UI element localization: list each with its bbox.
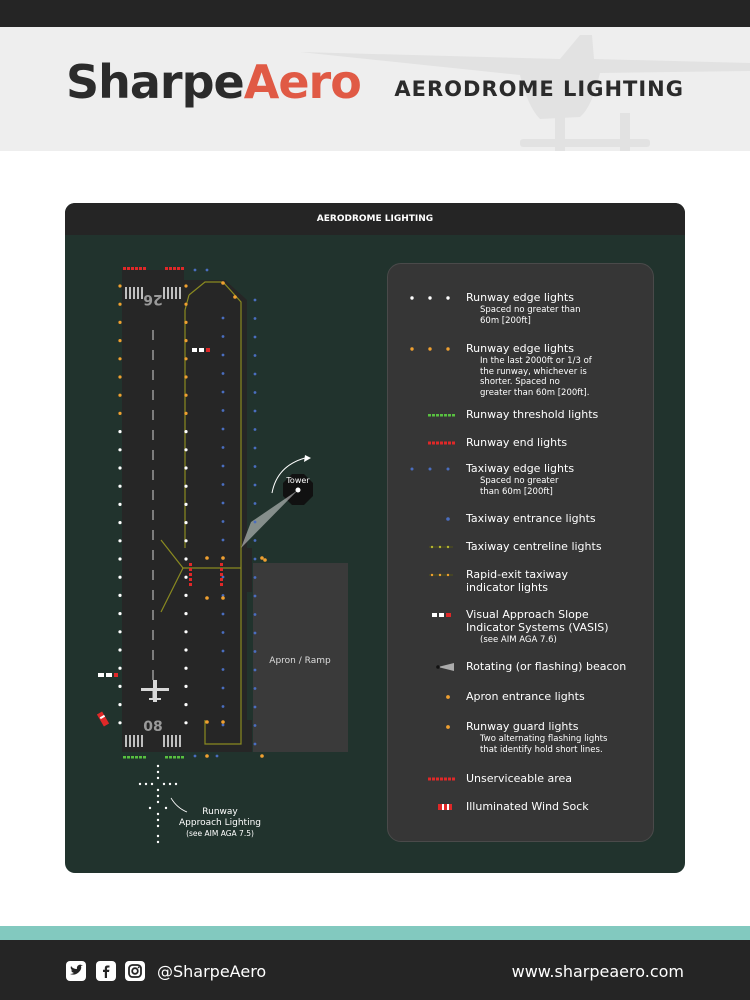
runway-threshold-light	[169, 756, 172, 759]
page-title: AERODROME LIGHTING	[394, 77, 684, 101]
unserviceable-area-icon	[402, 773, 456, 785]
taxiway-edge-light	[222, 391, 225, 394]
runway-edge-light	[184, 485, 187, 488]
runway-edge-light	[118, 466, 121, 469]
runway-edge-light	[184, 503, 187, 506]
vasis-icon	[402, 609, 456, 621]
runway-edge-light	[184, 448, 187, 451]
runway-edge-light	[184, 303, 187, 306]
approach-lighting	[139, 765, 177, 843]
runway-guard-light	[260, 754, 264, 758]
header	[0, 27, 750, 151]
aerodrome-map	[65, 235, 385, 873]
taxiway-entrance-lights-icon	[402, 513, 456, 525]
instagram-icon[interactable]	[125, 961, 145, 981]
runway-edge-light	[184, 466, 187, 469]
approach-label-2: Approach Lighting	[179, 818, 261, 828]
approach-label-3: (see AIM AGA 7.5)	[186, 829, 254, 838]
social-handle[interactable]: @SharpeAero	[157, 962, 267, 981]
runway-edge-light	[184, 521, 187, 524]
legend-label: Taxiway centreline lights	[466, 540, 602, 553]
runway-edge-light	[118, 430, 121, 433]
taxiway-edge-light	[222, 705, 225, 708]
runway-end-light	[127, 267, 130, 270]
unserviceable-light	[220, 568, 223, 571]
taxiway-edge-lights-icon	[402, 463, 456, 475]
runway-edge-light	[118, 321, 121, 324]
apron-label: Apron / Ramp	[269, 656, 331, 666]
unserviceable-light	[189, 583, 192, 586]
runway-edge-light	[184, 667, 187, 670]
taxiway-edge-light	[222, 576, 225, 579]
wind-sock-icon	[402, 801, 456, 813]
taxiway-edge-light	[222, 465, 225, 468]
taxiway-edge-light	[254, 336, 257, 339]
legend	[387, 263, 654, 842]
runway-edge-light	[118, 594, 121, 597]
runway-edge-light	[118, 412, 121, 415]
runway-end-light	[139, 267, 142, 270]
legend-description: In the last 2000ft or 1/3 of	[480, 356, 592, 366]
runway-guard-light	[205, 596, 209, 600]
facebook-icon[interactable]	[96, 961, 116, 981]
unserviceable-light	[189, 568, 192, 571]
taxiway-edge-light	[254, 317, 257, 320]
taxiway-edge-light	[194, 269, 197, 272]
legend-description: shorter. Spaced no	[480, 377, 560, 387]
runway-end-light	[143, 267, 146, 270]
legend-description: Spaced no greater than	[480, 305, 581, 315]
runway-guard-light	[221, 596, 225, 600]
runway-edge-light	[184, 357, 187, 360]
unserviceable-light	[189, 578, 192, 581]
footer-stripe	[0, 926, 750, 940]
taxiway-edge-light	[254, 465, 257, 468]
runway-edge-light	[184, 648, 187, 651]
legend-description: (see AIM AGA 7.6)	[480, 635, 557, 645]
rapid-exit-lights-icon	[402, 569, 456, 581]
legend-description: that identify hold short lines.	[480, 744, 603, 755]
taxiway-edge-light	[254, 354, 257, 357]
footer	[0, 940, 750, 1000]
taxiway-edge-light	[254, 632, 257, 635]
taxiway-edge-light	[254, 687, 257, 690]
runway-guard-light	[233, 295, 237, 299]
brand-name-part1: Sharpe	[66, 55, 244, 109]
runway-edge-light	[118, 521, 121, 524]
runway-edge-light	[184, 576, 187, 579]
runway-edge-light	[184, 539, 187, 542]
runway-edge-light	[118, 375, 121, 378]
runway-edge-light	[118, 612, 121, 615]
runway-end-light	[123, 267, 126, 270]
runway-edge-light	[184, 703, 187, 706]
runway-end-light	[177, 267, 180, 270]
legend-label: Rotating (or flashing) beacon	[466, 660, 627, 673]
runway-threshold-light	[177, 756, 180, 759]
unserviceable-light	[189, 573, 192, 576]
taxiway-edge-light	[254, 743, 257, 746]
taxiway-edge-light	[194, 755, 197, 758]
taxiway-edge-light	[222, 668, 225, 671]
taxiway-centreline-lights-icon	[402, 541, 456, 553]
runway-edge-light	[118, 685, 121, 688]
runway-edge-light	[184, 339, 187, 342]
taxiway-edge-light	[254, 650, 257, 653]
runway-guard-light	[263, 558, 267, 562]
taxiway-edge-light	[254, 539, 257, 542]
runway-threshold-lights-icon	[402, 409, 456, 421]
approach-label-1: Runway	[202, 807, 238, 817]
taxiway-edge-light	[254, 391, 257, 394]
legend-label: Indicator Systems (VASIS)	[466, 621, 609, 634]
runway-guard-light	[221, 720, 225, 724]
tower-label: Tower	[286, 476, 310, 485]
runway-edge-light	[184, 321, 187, 324]
taxiway-edge-light	[254, 669, 257, 672]
runway-number-26: 26	[143, 291, 163, 307]
runway-end-light	[165, 267, 168, 270]
legend-label: indicator lights	[466, 581, 549, 594]
brand-name-part2: Aero	[243, 55, 361, 109]
runway-threshold-light	[123, 756, 126, 759]
taxiway-edge-light	[222, 446, 225, 449]
runway-edge-light	[118, 667, 121, 670]
taxiway-edge-light	[254, 373, 257, 376]
legend-label: Unserviceable area	[466, 772, 572, 785]
taxiway-edge-light	[222, 372, 225, 375]
runway-edge-light	[118, 303, 121, 306]
runway-end-lights	[123, 267, 184, 270]
legend-label: Rapid-exit taxiway	[466, 568, 568, 581]
wind-sock-icon[interactable]	[97, 711, 109, 726]
runway-edge-light	[118, 394, 121, 397]
taxiway-edge-light	[222, 520, 225, 523]
runway-guard-light	[221, 556, 225, 560]
legend-label: Illuminated Wind Sock	[466, 800, 589, 813]
taxiway-edge-light	[222, 687, 225, 690]
taxiway-edge-light	[222, 409, 225, 412]
rotating-beacon-icon	[402, 661, 456, 673]
brand-logo[interactable]	[66, 55, 361, 109]
runway-edge-white-lights-icon	[402, 292, 456, 304]
taxiway-edge-light	[254, 502, 257, 505]
runway-guard-light	[205, 754, 209, 758]
legend-description: greater than 60m [200ft].	[480, 387, 590, 398]
runway-edge-light	[184, 412, 187, 415]
taxiway-edge-light	[222, 483, 225, 486]
taxiway-edge-light	[222, 502, 225, 505]
runway-threshold-light	[165, 756, 168, 759]
twitter-icon[interactable]	[66, 961, 86, 981]
legend-label: Taxiway entrance lights	[466, 512, 596, 525]
runway-threshold-light	[181, 756, 184, 759]
runway-threshold-light	[139, 756, 142, 759]
unserviceable-light	[220, 583, 223, 586]
runway-edge-light	[184, 284, 187, 287]
runway-edge-light	[118, 284, 121, 287]
runway-edge-light	[118, 576, 121, 579]
taxiway-edge-light	[254, 576, 257, 579]
runway-edge-light	[118, 557, 121, 560]
runway-guard-light	[221, 281, 225, 285]
taxiway-edge-light	[254, 521, 257, 524]
taxiway-edge-light	[254, 299, 257, 302]
taxiway-edge-light	[222, 650, 225, 653]
taxiway-edge-light	[222, 354, 225, 357]
runway-threshold-lights	[123, 756, 184, 759]
legend-label: Apron entrance lights	[466, 690, 585, 703]
taxiway-edge-light	[222, 631, 225, 634]
taxiway-edge-light	[222, 539, 225, 542]
unserviceable-light	[220, 563, 223, 566]
taxiway-edge-light	[254, 484, 257, 487]
taxiway-edge-light	[222, 317, 225, 320]
runway-threshold-light	[127, 756, 130, 759]
runway-guard-light	[205, 556, 209, 560]
taxiway-edge-light	[254, 595, 257, 598]
runway-edge-light	[184, 612, 187, 615]
runway-edge-light	[118, 448, 121, 451]
legend-label: Runway end lights	[466, 436, 568, 449]
top-bar	[0, 0, 750, 27]
legend-label: Runway edge lights	[466, 342, 574, 355]
legend-description: 60m [200ft]	[480, 315, 531, 326]
legend-label: Taxiway edge lights	[466, 462, 575, 475]
unserviceable-light	[220, 578, 223, 581]
runway-edge-amber-lights-icon	[402, 343, 456, 355]
legend-label: Runway guard lights	[466, 720, 579, 733]
legend-description: Spaced no greater	[480, 476, 559, 486]
runway-end-light	[131, 267, 134, 270]
runway-threshold-light	[173, 756, 176, 759]
runway-threshold-light	[131, 756, 134, 759]
diagram-panel	[65, 203, 685, 873]
taxiway-edge-light	[222, 613, 225, 616]
legend-label: Visual Approach Slope	[466, 608, 589, 621]
taxiway-edge-light	[254, 428, 257, 431]
runway-edge-light	[184, 721, 187, 724]
runway-edge-light	[118, 357, 121, 360]
apron-entrance-lights-icon	[402, 691, 456, 703]
runway-edge-light	[118, 721, 121, 724]
runway-edge-light	[118, 503, 121, 506]
runway-edge-light	[118, 539, 121, 542]
runway-threshold-light	[135, 756, 138, 759]
panel-title: AERODROME LIGHTING	[316, 214, 434, 224]
taxiway-edge-light	[222, 335, 225, 338]
legend-label: Runway edge lights	[466, 291, 574, 304]
runway-edge-light	[118, 339, 121, 342]
runway-edge-light	[184, 394, 187, 397]
taxiway-edge-light	[254, 706, 257, 709]
taxiway-edge-light	[222, 724, 225, 727]
runway-end-light	[173, 267, 176, 270]
runway-number-08: 08	[143, 719, 163, 735]
runway-edge-light	[184, 685, 187, 688]
runway-edge-light	[184, 430, 187, 433]
taxiway-edge-light	[206, 269, 209, 272]
runway-guard-light	[205, 720, 209, 724]
taxiway-edge-light	[254, 613, 257, 616]
runway-edge-light	[184, 630, 187, 633]
runway-edge-light	[118, 703, 121, 706]
website-link[interactable]: www.sharpeaero.com	[511, 962, 684, 981]
runway-edge-light	[184, 594, 187, 597]
taxiway-edge-light	[222, 428, 225, 431]
runway-edge-light	[118, 630, 121, 633]
runway-edge-light	[184, 375, 187, 378]
runway-end-light	[135, 267, 138, 270]
runway-edge-light	[184, 557, 187, 560]
runway-guard-lights-icon	[402, 721, 456, 733]
taxiway-edge-light	[254, 410, 257, 413]
runway-end-light	[169, 267, 172, 270]
unserviceable-light	[220, 573, 223, 576]
taxiway-edge-light	[254, 447, 257, 450]
taxiway-edge-light	[254, 724, 257, 727]
runway-threshold-light	[143, 756, 146, 759]
legend-description: Two alternating flashing lights	[480, 734, 608, 744]
legend-description: than 60m [200ft]	[480, 486, 553, 497]
runway-edge-light	[118, 648, 121, 651]
runway-end-lights-icon	[402, 437, 456, 449]
legend-description: the runway, whichever is	[480, 366, 587, 377]
taxiway-edge-light	[254, 558, 257, 561]
runway-edge-light	[118, 485, 121, 488]
runway-guard-light	[260, 556, 264, 560]
taxiway-edge-light	[216, 755, 219, 758]
legend-label: Runway threshold lights	[466, 408, 599, 421]
runway-end-light	[181, 267, 184, 270]
unserviceable-light	[189, 563, 192, 566]
